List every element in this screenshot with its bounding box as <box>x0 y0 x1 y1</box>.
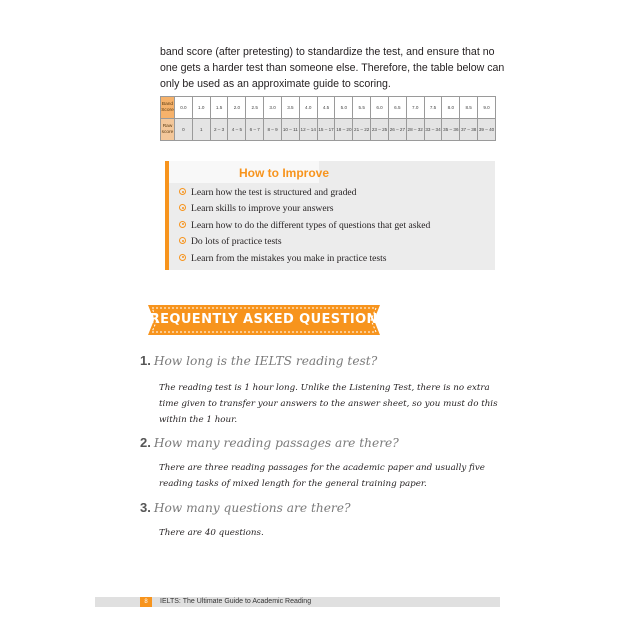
band-score-header: Band Score <box>161 97 175 119</box>
question-number: 2. <box>140 435 151 450</box>
faq-question <box>140 352 377 370</box>
faq-banner <box>140 303 388 337</box>
answer-line: time given to transfer your answers to the answer sheet, so you must do this <box>159 399 498 409</box>
faq-answer <box>159 525 499 541</box>
raw-cell: 1 <box>192 119 210 141</box>
band-cell: 4.0 <box>299 97 317 119</box>
band-cell: 1.5 <box>210 97 228 119</box>
faq-question <box>140 499 351 517</box>
band-cell: 6.5 <box>388 97 406 119</box>
raw-score-header: Raw score <box>161 119 175 141</box>
raw-cell: 28 – 32 <box>406 119 424 141</box>
circle-bullet-icon <box>179 221 186 228</box>
improve-item <box>179 185 430 201</box>
raw-cell: 39 – 40 <box>478 119 496 141</box>
improve-item <box>179 201 430 217</box>
circle-bullet-icon <box>179 237 186 244</box>
raw-cell: 0 <box>175 119 193 141</box>
band-cell: 3.0 <box>264 97 282 119</box>
faq-answer <box>159 460 499 492</box>
circle-bullet-icon <box>179 188 186 195</box>
band-cell: 2.0 <box>228 97 246 119</box>
circle-bullet-icon <box>179 254 186 261</box>
answer-line: There are 40 questions. <box>159 528 264 538</box>
raw-cell: 37 – 38 <box>460 119 478 141</box>
raw-cell: 10 – 11 <box>281 119 299 141</box>
improve-item <box>179 234 430 250</box>
band-cell: 2.5 <box>246 97 264 119</box>
raw-cell: 26 – 27 <box>388 119 406 141</box>
band-cell: 6.0 <box>371 97 389 119</box>
raw-cell: 21 – 22 <box>353 119 371 141</box>
band-cell: 5.0 <box>335 97 353 119</box>
band-cell: 8.0 <box>442 97 460 119</box>
raw-cell: 35 – 36 <box>442 119 460 141</box>
question-number: 1. <box>140 353 151 368</box>
band-cell: 9.0 <box>478 97 496 119</box>
raw-score-row <box>161 119 496 141</box>
raw-cell: 6 – 7 <box>246 119 264 141</box>
intro-line: band score (after pretesting) to standardize the test, and ensure that no <box>160 46 495 58</box>
intro-line: only be used as an approximate guide to scoring. <box>160 78 391 90</box>
raw-cell: 4 – 5 <box>228 119 246 141</box>
band-cell: 3.5 <box>281 97 299 119</box>
question-text: How many questions are there? <box>153 501 351 515</box>
question-number: 3. <box>140 500 151 515</box>
faq-title: FREQUENTLY ASKED QUESTIONS <box>140 312 388 327</box>
raw-cell: 15 – 17 <box>317 119 335 141</box>
score-table <box>160 96 496 141</box>
how-to-improve-title: How to Improve <box>239 166 330 180</box>
circle-bullet-icon <box>179 204 186 211</box>
improve-item <box>179 251 430 267</box>
band-cell: 5.5 <box>353 97 371 119</box>
band-cell: 7.0 <box>406 97 424 119</box>
question-text: How many reading passages are there? <box>153 436 399 450</box>
answer-line: within the 1 hour. <box>159 415 238 425</box>
raw-cell: 23 – 25 <box>371 119 389 141</box>
raw-cell: 12 – 14 <box>299 119 317 141</box>
raw-cell: 18 – 20 <box>335 119 353 141</box>
raw-cell: 2 – 3 <box>210 119 228 141</box>
raw-cell: 8 – 9 <box>264 119 282 141</box>
how-to-improve-box <box>165 161 495 270</box>
band-cell: 7.5 <box>424 97 442 119</box>
footer-book-title: IELTS: The Ultimate Guide to Academic Reading <box>160 598 312 605</box>
improve-list <box>179 185 430 267</box>
improve-item-text: Learn skills to improve your answers <box>191 203 334 215</box>
band-cell: 1.0 <box>192 97 210 119</box>
improve-item-text: Learn how the test is structured and graded <box>191 187 357 198</box>
question-text: How long is the IELTS reading test? <box>153 354 378 368</box>
faq-answer <box>159 380 499 428</box>
improve-item-text: Do lots of practice tests <box>191 236 282 248</box>
answer-line: There are three reading passages for the academic paper and usually five <box>159 463 485 473</box>
intro-line: one gets a harder test than someone else. Therefore, the table below can <box>160 62 505 74</box>
intro-paragraph <box>160 44 505 92</box>
band-cell: 0.0 <box>175 97 193 119</box>
raw-cell: 33 – 34 <box>424 119 442 141</box>
improve-item-text: Learn from the mistakes you make in practice tests <box>191 252 387 264</box>
improve-item-text: Learn how to do the different types of questions that get asked <box>191 219 431 231</box>
band-score-row <box>161 97 496 119</box>
improve-item <box>179 218 430 234</box>
band-cell: 4.5 <box>317 97 335 119</box>
answer-line: The reading test is 1 hour long. Unlike the Listening Test, there is no extra <box>159 383 490 393</box>
band-cell: 8.5 <box>460 97 478 119</box>
page-number: 8 <box>144 599 148 605</box>
answer-line: reading tasks of mixed length for the general training paper. <box>159 479 427 489</box>
faq-question <box>140 434 399 452</box>
